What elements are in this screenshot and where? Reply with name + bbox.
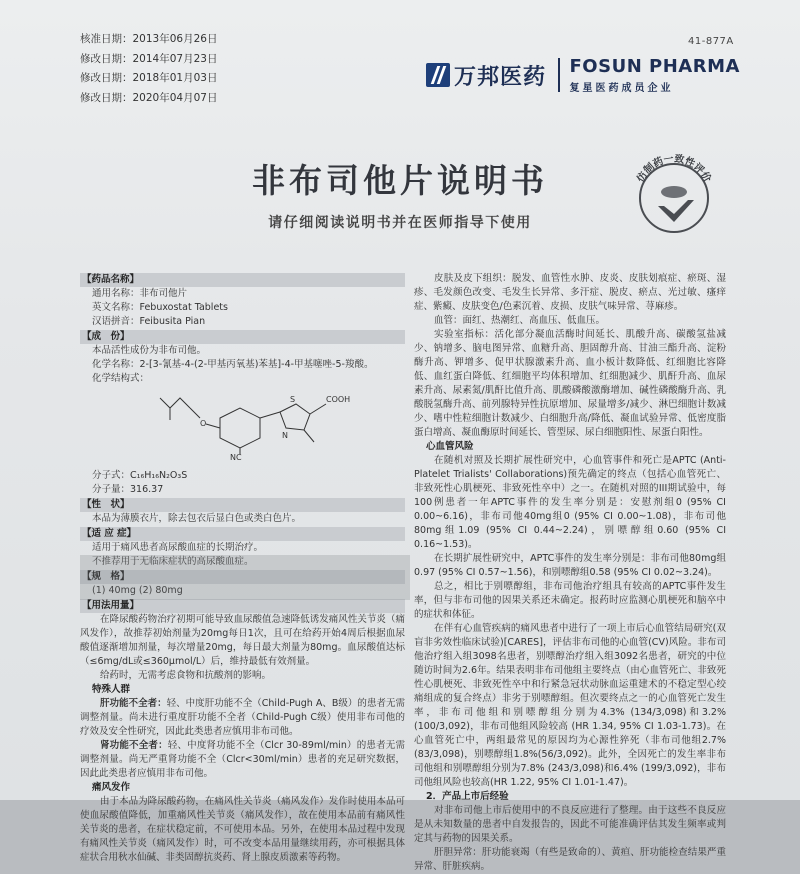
hepatic-impairment-paragraph <box>80 697 405 739</box>
section-specification: 【规 格】 <box>80 570 405 584</box>
fosun-chinese-tagline: 复星医药成员企业 <box>569 83 674 94</box>
nitrile-label: NC <box>230 453 242 462</box>
indication-text: 适用于痛风患者高尿酸血症的长期治疗。 <box>92 542 264 553</box>
postmarketing-paragraph: 对非布司他上市后使用中的不良反应进行了整理。由于这些不良反应是从未知数量的患者中自发报告的，因此不可能准确评估其发生频率或判定其与药物的因果关系。 <box>414 805 726 844</box>
section-description: 【性 状】 <box>80 498 405 512</box>
structure-label: 化学结构式： <box>92 373 150 384</box>
svg-text:仿制药一致性评价 <box>634 152 715 185</box>
renal-label: 肾功能不全者： <box>100 740 168 751</box>
hepatic-text: 轻、中度肝功能不全（Child-Pugh A、B级）的患者无需调整剂量。尚未进行重度肝功能不全者（Child-Pugh C级）使用非布司他的疗效及安全性研究，因此此类患者应慎用非布司他。 <box>80 698 405 737</box>
nitrogen-atom-label: N <box>282 431 288 440</box>
chemical-structure-diagram <box>100 388 400 462</box>
food-note: 给药时，无需考虑食物和抗酸剂的影响。 <box>100 670 272 681</box>
renal-text: 轻、中度肾功能不全（Clcr 30-89ml/min）的患者无需调整剂量。尚无严重肾功能不全（Clcr<30ml/min）患者的充足研究数据，因此此类患者应慎用非布司他。 <box>80 740 405 779</box>
cardiovascular-paragraph-1: 在随机对照及长期扩展性研究中，心血管事件和死亡是APTC (Anti-Platelet Trialists' Collaborations)预先确定的终点（包括心血管死亡、非致死性心肌梗死、非致死性卒中）之一。在随机对照的III期试验中，每100例患者一年APTC事件的发生率分别是：安慰剂组0 (95% CI 0.00~6.16)，非布司他40mg组0 (95% CI 0.00~1.08)，非布司他80mg组1.09 (95% CI 0.44~2.24)，别嘌醇组0.60 (95% CI 0.16~1.53)。 <box>414 455 726 550</box>
gout-flare-heading: 痛风发作 <box>92 782 131 793</box>
revision-date: 修改日期：2018年01月03日 <box>80 72 218 84</box>
section-composition: 【成 份】 <box>80 330 405 344</box>
carboxyl-label: COOH <box>326 395 351 404</box>
english-name: 英文名称：Febuxostat Tablets <box>92 302 228 313</box>
renal-impairment-paragraph <box>80 739 405 781</box>
skin-reactions-paragraph: 皮肤及皮下组织：脱发、血管性水肿、皮炎、皮肤划痕症、瘀斑、湿疹、毛发颜色改变、毛发生长异常、多汗症、脱皮、瘀点、光过敏、瘙痒症、紫癜、皮肤变色/色素沉着、皮损、皮肤气味异常、荨麻疹。 <box>414 273 726 312</box>
consistency-evaluation-badge-icon <box>628 150 720 236</box>
chemical-name: 化学名称：2-[3-氰基-4-(2-甲基丙氧基)苯基]-4-甲基噻唑-5-羧酸。 <box>92 359 374 370</box>
molecular-weight: 分子量：316.37 <box>92 484 164 495</box>
lab-findings-paragraph: 实验室指标：活化部分凝血活酶时间延长、肌酸升高、碳酸氢盐减少、钠增多、脑电图异常、血糖升高、胆固醇升高、甘油三酯升高、淀粉酶升高、钾增多、促甲状腺激素升高、血小板计数降低、红细胞比容降低、血红蛋白降低、红细胞平均体积增加、红细胞减少、肌酐升高、血尿素升高、尿素氮/肌酐比值升高、肌酸磷酸激酶增加、碱性磷酸酶升高、乳酸脱氢酶升高、前列腺特异性抗原增加、尿量增多/减少、淋巴细胞计数减少、嗜中性粒细胞计数减少、白细胞升高/降低、凝血试验异常、低密度脂蛋白增高、凝血酶原时间延长、管型尿、尿白细胞阳性、尿蛋白阳性。 <box>414 329 726 438</box>
indication-note: 不推荐用于无临床症状的高尿酸血症。 <box>92 556 254 567</box>
vascular-reactions-paragraph: 血管：面红、热潮红、高血压、低血压。 <box>434 315 606 326</box>
logo-divider <box>558 58 560 92</box>
ink-stamp-smudge <box>80 555 410 600</box>
fosun-logo <box>570 56 740 94</box>
cardiovascular-paragraph-4: 在伴有心血管疾病的痛风患者中进行了一项上市后心血管结局研究(双盲非劣效性临床试验)[CARES]，评估非布司他的心血管(CV)风险。非布司他治疗组入组3098名患者，别嘌醇治疗组入组3092名患者，研究的中位随访时间为2.6年。结果表明非布司他组主要终点（由心血管死亡、非致死性心肌梗死、非致死性卒中和行紧急冠状动脉血运重建术的不稳定型心绞痛组成的复合终点）非劣于别嘌醇组。但次要终点之一的心血管死亡发生率，非布司他组和别嘌醇组分别为4.3% (134/3,098)和3.2%(100/3,092)，非布司他组风险较高 (HR 1.34, 95% CI 1.03-1.73)。在心血管死亡中，两组最常见的原因均为心源性猝死（非布司他组2.7%(83/3,098)，别嘌醇组1.8%(56/3,092)。此外，全因死亡的发生率非布司他组和别嘌醇组分别为7.8% (243/3,098)和6.4% (199/3,092)，非布司他组风险也较高(HR 1.22, 95% CI 1.01-1.47)。 <box>414 623 726 788</box>
right-column <box>414 272 726 874</box>
molecular-formula: 分子式：C₁₆H₁₆N₂O₃S <box>92 470 188 481</box>
approval-dates <box>80 30 217 108</box>
cardiovascular-paragraph-2: 在长期扩展性研究中，APTC事件的发生率分别是：非布司他80mg组0.97 (95% CI 0.57~1.56)，和别嘌醇组0.58 (95% CI 0.02~3.24)。 <box>414 553 726 578</box>
gout-flare-paragraph: 由于本品为降尿酸药物，在痛风性关节炎（痛风发作）发作时使用本品可使血尿酸值降低，加重痛风性关节炎（痛风发作），故在使用本品前有痛风性关节炎的患者，在症状稳定前，不可使用本品。另外，在使用本品过程中发现有痛风性关节炎（痛风发作）时，可不改变本品用量继续用药，亦可根据具体症状合用秋水仙碱、非类固醇抗炎药、肾上腺皮质激素等药物。 <box>80 796 405 863</box>
special-populations-heading: 特殊人群 <box>92 684 131 695</box>
cardiovascular-risk-heading: 心血管风险 <box>426 441 474 452</box>
cardiovascular-paragraph-3: 总之，相比于别嘌醇组，非布司他治疗组具有较高的APTC事件发生率，但与非布司他的因果关系还未确定。报药时应监测心肌梗死和脑卒中的症状和体征。 <box>414 581 726 620</box>
document-code: 41-877A <box>688 36 734 47</box>
badge-text: 仿制药一致性评价 <box>635 153 713 185</box>
hepatic-label: 肝功能不全者： <box>100 698 167 709</box>
oxygen-atom-label: O <box>200 419 207 428</box>
sulfur-atom-label: S <box>290 395 296 404</box>
active-ingredient: 本品活性成份为非布司他。 <box>92 345 207 356</box>
common-name: 通用名称：非布司他片 <box>92 288 188 299</box>
description-text: 本品为薄膜衣片，除去包衣后显白色或类白色片。 <box>92 513 302 524</box>
specification-text: (1) 40mg (2) 80mg <box>92 585 183 596</box>
company-logo <box>426 56 740 94</box>
section-drug-name: 【药品名称】 <box>80 273 405 287</box>
postmarketing-heading: 2．产品上市后经验 <box>426 791 509 802</box>
document-title: 非布司他片说明书 <box>252 161 548 200</box>
wanbang-logo-icon <box>426 63 450 87</box>
wanbang-name: 万邦医药 <box>454 64 547 90</box>
dosage-paragraph: 在降尿酸药物治疗初期可能导致血尿酸值急速降低诱发痛风性关节炎（痛风发作），故推荐初始剂量为20mg每日1次，且可在给药开始4周后根据血尿酸值逐渐增加剂量，每次增量20mg，每日最大剂量为80mg。血尿酸值达标（≤6mg/dL或≤360μmol/L）后，维持最低有效剂量。 <box>80 614 405 667</box>
hepatobiliary-paragraph: 肝胆异常：肝功能衰竭（有些是致命的）、黄疸、肝功能检查结果严重异常、肝脏疾病。 <box>414 847 726 872</box>
pinyin-name: 汉语拼音：Feibusita Pian <box>92 316 206 327</box>
revision-date: 修改日期：2014年07月23日 <box>80 52 218 65</box>
section-indications: 【适 应 症】 <box>80 527 405 541</box>
fosun-english-name: FOSUN PHARMA <box>569 56 740 77</box>
section-dosage: 【用法用量】 <box>80 599 405 613</box>
document-subtitle: 请仔细阅读说明书并在医师指导下使用 <box>268 215 532 231</box>
revision-date: 修改日期：2020年04月07日 <box>80 91 218 104</box>
approval-date: 核准日期：2013年06月26日 <box>80 33 218 45</box>
